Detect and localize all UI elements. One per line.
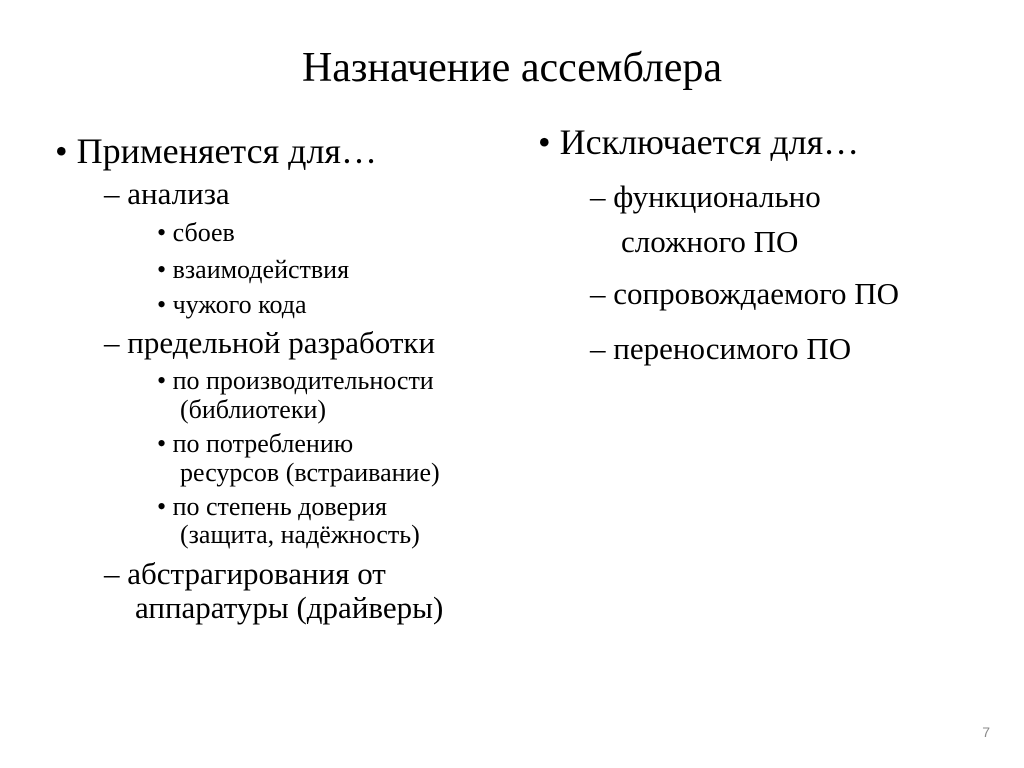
analysis-item-failures: • сбоев [157,218,235,247]
excluded-item-maintained: – сопровождаемого ПО [590,276,900,311]
right-heading: • Исключается для… [538,122,860,162]
excluded-item-portable: – переносимого ПО [590,331,852,366]
excluded-item-complex-cont: сложного ПО [621,224,799,259]
extreme-item-resources: • по потреблению [157,429,354,458]
slide-number: 7 [982,724,990,740]
analysis-label: – анализа [104,176,230,211]
extreme-item-performance-cont: (библиотеки) [180,395,327,424]
analysis-item-interaction: • взаимодействия [157,255,350,284]
extreme-item-trust-cont: (защита, надёжность) [180,520,420,549]
extreme-development-label: – предельной разработки [104,325,436,360]
slide-title: Назначение ассемблера [301,45,723,91]
extreme-item-performance: • по производительности [157,366,434,395]
extreme-item-resources-cont: ресурсов (встраивание) [180,458,440,487]
analysis-item-foreign-code: • чужого кода [157,290,307,319]
abstraction-label: – абстрагирования от [104,556,386,591]
extreme-item-trust: • по степень доверия [157,492,387,521]
excluded-item-complex: – функционально [590,179,821,214]
abstraction-label-cont: аппаратуры (драйверы) [135,590,444,625]
left-heading: • Применяется для… [55,131,377,171]
